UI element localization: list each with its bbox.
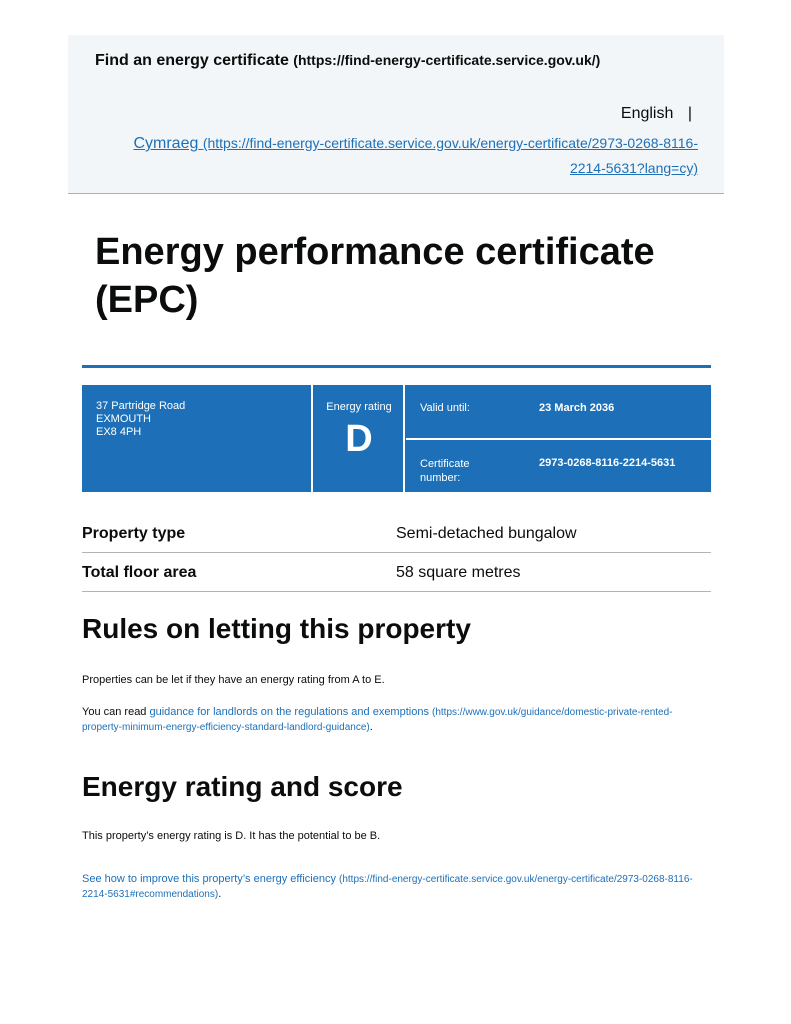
floor-area-row (82, 553, 711, 592)
landlord-guidance-url[interactable]: (https://www.gov.uk/guidance/domestic-private-rented-property-minimum-energy-efficiency-standard-landlord-guidance) (82, 707, 673, 733)
property-type-value: Semi-detached bungalow (396, 525, 577, 542)
address-line-2: EXMOUTH (96, 413, 151, 425)
property-address (96, 400, 185, 439)
valid-until-value: 23 March 2036 (539, 402, 615, 414)
panel-divider-1 (311, 385, 313, 492)
property-details (82, 514, 711, 592)
letting-para-2 (82, 705, 711, 735)
lang-english: English (620, 105, 674, 122)
valid-until-label: Valid until: (420, 402, 470, 414)
rating-para-1: This property’s energy rating is D. It has the potential to be B. (82, 830, 381, 842)
title-divider (82, 365, 711, 368)
floor-area-key: Total floor area (82, 564, 197, 581)
lang-separator: | (687, 105, 692, 122)
lang-welsh-line (98, 131, 698, 181)
page-title: Energy performance certificate (EPC) (95, 231, 655, 321)
site-header (68, 35, 724, 194)
rating-heading: Energy rating and score (82, 771, 403, 802)
improve-efficiency-suffix: . (218, 888, 222, 900)
service-name-line[interactable] (95, 52, 600, 70)
address-line-3: EX8 4PH (96, 426, 142, 438)
epc-summary-panel (82, 385, 711, 492)
letting-para-2-prefix: You can read (82, 706, 150, 718)
landlord-guidance-link-text[interactable]: guidance for landlords on the regulations and exemptions (149, 706, 429, 718)
improve-efficiency-url[interactable]: (https://find-energy-certificate.service.gov.uk/energy-certificate/2973-0268-8116-2214-5631#recommendations) (82, 874, 693, 900)
landlord-guidance-link[interactable] (82, 706, 673, 733)
property-type-key: Property type (82, 525, 186, 542)
panel-divider-2 (403, 385, 405, 492)
property-type-row (82, 514, 711, 553)
service-name[interactable]: Find an energy certificate (95, 52, 289, 69)
lang-welsh-link[interactable] (133, 135, 698, 177)
improve-efficiency-link[interactable] (82, 873, 693, 900)
lang-welsh-url[interactable]: (https://find-energy-certificate.service.gov.uk/energy-certificate/2973-0268-8116-2214-5631?lang=cy) (202, 135, 698, 176)
certificate-number-value: 2973-0268-8116-2214-5631 (539, 457, 676, 469)
certificate-number-label: Certificate number: (420, 458, 470, 484)
letting-heading: Rules on letting this property (82, 613, 471, 644)
panel-divider-3 (406, 438, 711, 440)
lang-welsh-label[interactable]: Cymraeg (133, 135, 199, 152)
energy-rating-label: Energy rating (326, 401, 392, 413)
letting-para-2-suffix: . (369, 721, 373, 733)
improve-efficiency-line (82, 872, 711, 902)
energy-rating-value: D (345, 418, 373, 460)
floor-area-value: 58 square metres (396, 564, 521, 581)
address-line-1: 37 Partridge Road (96, 400, 186, 412)
improve-efficiency-link-text[interactable]: See how to improve this property’s energy efficiency (82, 873, 336, 885)
letting-para-1: Properties can be let if they have an energy rating from A to E. (82, 674, 385, 686)
service-url: (https://find-energy-certificate.service.gov.uk/) (293, 52, 601, 68)
language-switcher (621, 105, 692, 123)
